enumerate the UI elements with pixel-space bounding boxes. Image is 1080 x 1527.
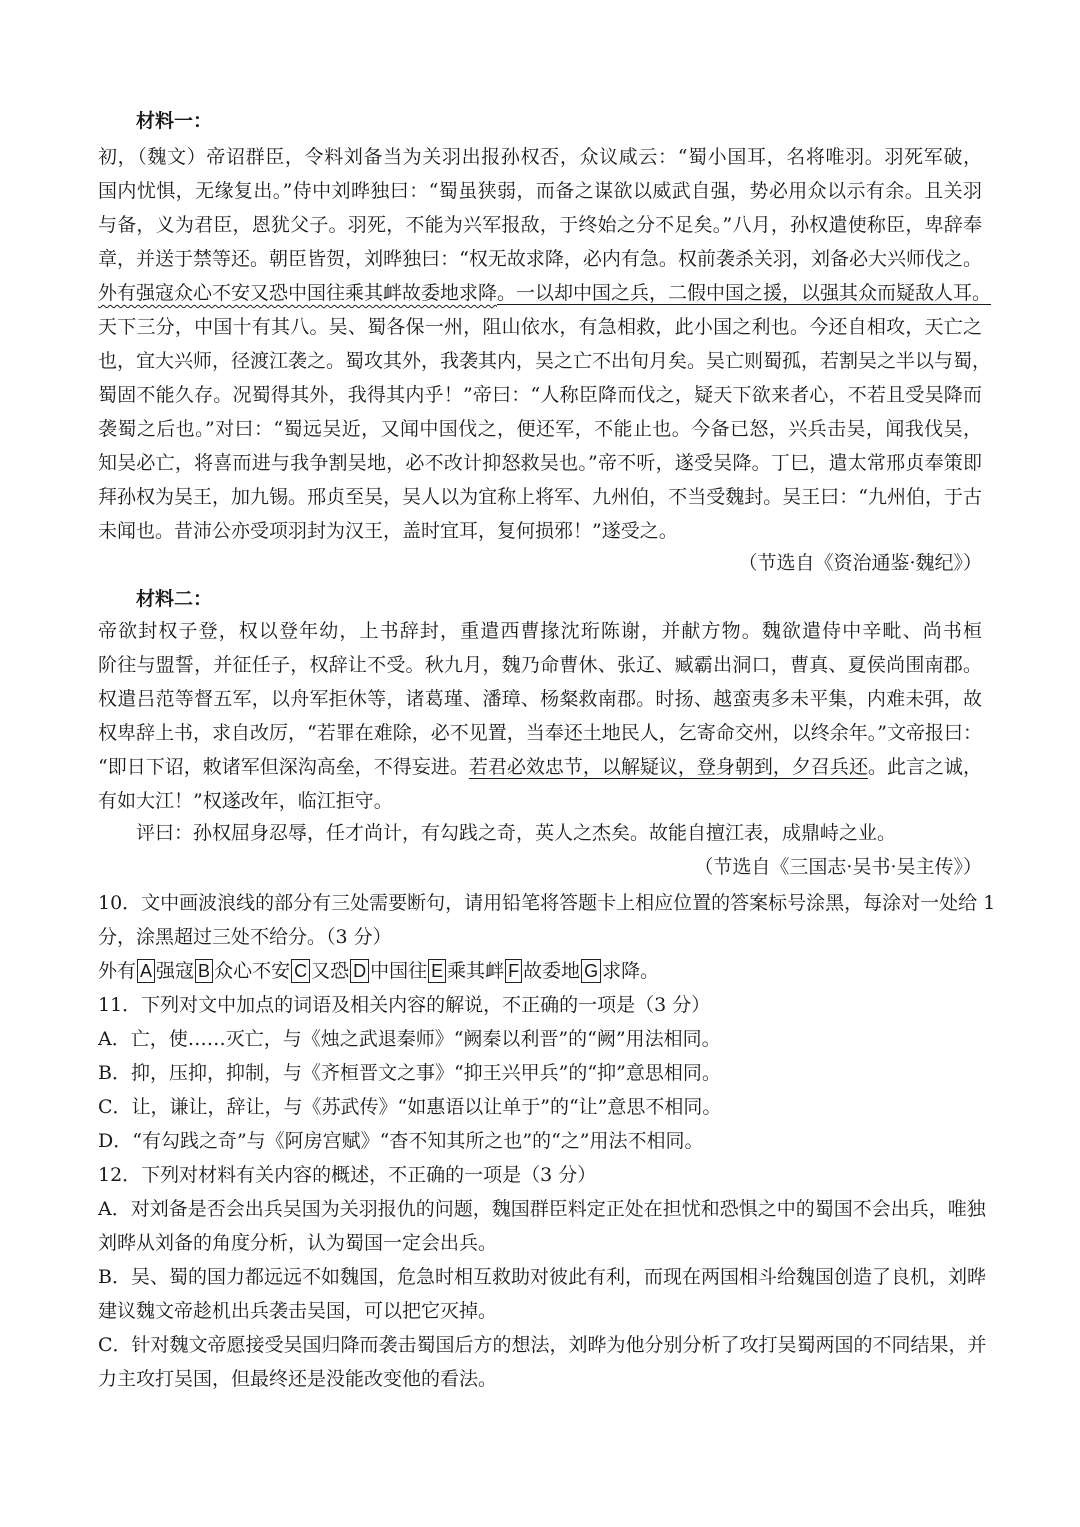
material1-line-10: 知吴必亡，将喜而进与我争割吴地，必不改计抑怒救吴也。”帝不听，遂受吴降。丁巳，遣太常邢贞奉策即 bbox=[98, 452, 982, 474]
material1-line-7: 也，宜大兴师，径渡江袭之。蜀攻其外，我袭其内，吴之亡不出旬月矣。吴亡则蜀孤，若割吴之半以与蜀， bbox=[98, 350, 992, 372]
q11-option-b: B．抑，压抑，抑制，与《齐桓晋文之事》“抑王兴甲兵”的“抑”意思相同。 bbox=[98, 1062, 721, 1084]
q10-prefix: 外有 bbox=[98, 960, 137, 982]
q12-stem: 12．下列对材料有关内容的概述，不正确的一项是（3 分） bbox=[98, 1164, 597, 1186]
wavy-underlined-passage: 外有强寇众心不安又恐中国往乘其衅故委地求降 bbox=[98, 282, 498, 304]
q10-option-a-box[interactable]: A bbox=[137, 959, 155, 983]
material1-line-3: 与备，义为君臣，恩犹父子。羽死，不能为兴军报敌，于终始之分不足矣。”八月，孙权遣使称臣，卑辞奉 bbox=[98, 214, 982, 236]
q11-option-d: D．“有勾践之奇”与《阿房宫赋》“杳不知其所之也”的“之”用法不相同。 bbox=[98, 1130, 704, 1152]
q10-option-a-text: 强寇 bbox=[156, 960, 195, 982]
material1-last-line: 未闻也。昔沛公亦受项羽封为汉王，盖时宜耳，复何损邪！”遂受之。 bbox=[98, 520, 678, 542]
q10-option-g-text: 求降。 bbox=[602, 960, 660, 982]
q10-option-b-box[interactable]: B bbox=[195, 959, 213, 983]
material2-underline-line bbox=[98, 752, 982, 782]
q12-option-c-line-1: C．针对魏文帝愿接受吴国归降而袭击蜀国后方的想法，刘晔为他分别分析了攻打吴蜀两国的不同结果，并 bbox=[98, 1334, 987, 1356]
q11-option-a: A．亡，使……灭亡，与《烛之武退秦师》“阙秦以利晋”的“阙”用法相同。 bbox=[98, 1028, 721, 1050]
material2-line-1: 帝欲封权子登，权以登年幼，上书辞封，重遣西曹掾沈珩陈谢，并献方物。魏欲遣侍中辛毗、尚书桓 bbox=[98, 620, 982, 642]
underlined-passage-2: 若君必效忠节，以解疑议，登身朝到，夕召兵还 bbox=[468, 756, 868, 778]
material2-comment: 评曰：孙权屈身忍辱，任才尚计，有勾践之奇，英人之杰矣。故能自擅江表，成鼎峙之业。 bbox=[136, 822, 897, 844]
q10-option-e-box[interactable]: E bbox=[428, 959, 446, 983]
material1-line-1: 初，（魏文）帝诏群臣，令料刘备当为关羽出报孙权否，众议咸云：“蜀小国耳，名将唯羽。羽死军破， bbox=[98, 146, 982, 168]
material2-source: （节选自《三国志·吴书·吴主传》） bbox=[694, 856, 982, 878]
material1-line-2: 国内忧惧，无缘复出。”侍中刘晔独曰：“蜀虽狭弱，而备之谋欲以威武自强，势必用众以示有余。且关羽 bbox=[98, 180, 982, 202]
underlined-passage-1: 。一以却中国之兵，二假中国之援，以强其众而疑敌人耳。 bbox=[497, 282, 992, 304]
q12-option-a-line-1: A．对刘备是否会出兵吴国为关羽报仇的问题，魏国群臣料定正处在担忧和恐惧之中的蜀国不会出兵，唯独 bbox=[98, 1198, 986, 1220]
q10-option-f-box[interactable]: F bbox=[505, 959, 522, 983]
q10-stem-line-1: 10．文中画波浪线的部分有三处需要断句，请用铅笔将答题卡上相应位置的答案标号涂黑，每涂对一处给 1 bbox=[98, 892, 996, 914]
material1-wavy-line bbox=[98, 278, 992, 308]
material2-line-2: 阶往与盟誓，并征任子，权辞让不受。秋九月，魏乃命曹休、张辽、臧霸出洞口，曹真、夏侯尚围南郡。 bbox=[98, 654, 982, 676]
material1-line-9: 袭蜀之后也。”对曰：“蜀远吴近，又闻中国伐之，便还军，不能止也。今备已怒，兴兵击吴，闻我伐吴， bbox=[98, 418, 982, 440]
q12-option-b-line-1: B．吴、蜀的国力都远远不如魏国，危急时相互救助对彼此有利，而现在两国相斗给魏国创造了良机，刘晔 bbox=[98, 1266, 986, 1288]
material2-line-6: 有如大江！”权遂改年，临江拒守。 bbox=[98, 790, 393, 812]
material2-line-3: 权遣吕范等督五军，以舟军拒休等，诸葛瑾、潘璋、杨粲救南郡。时扬、越蛮夷多未平集，内难未弭，故 bbox=[98, 688, 982, 710]
q12-option-a-line-2: 刘晔从刘备的角度分析，认为蜀国一定会出兵。 bbox=[98, 1232, 498, 1254]
q10-option-d-text: 中国往 bbox=[370, 960, 428, 982]
q10-option-e-text: 乘其衅 bbox=[447, 960, 505, 982]
material2-line-5-start: “即日下诏，敕诸军但深沟高垒，不得妄进。 bbox=[98, 756, 469, 778]
q11-stem: 11．下列对文中加点的词语及相关内容的解说，不正确的一项是（3 分） bbox=[98, 994, 711, 1016]
q12-option-b-line-2: 建议魏文帝趁机出兵袭击吴国，可以把它灭掉。 bbox=[98, 1300, 498, 1322]
material2-line-4: 权卑辞上书，求自改厉，“若罪在难除，必不见置，当奉还土地民人，乞寄命交州，以终余年。”文帝报曰： bbox=[98, 722, 982, 744]
material2-heading: 材料二： bbox=[136, 588, 213, 610]
material1-source: （节选自《资治通鉴·魏纪》） bbox=[738, 552, 982, 574]
q10-option-d-box[interactable]: D bbox=[350, 959, 369, 983]
material1-line-8: 蜀固不能久存。况蜀得其外，我得其内乎！”帝曰：“人称臣降而伐之，疑天下欲来者心，不若且受吴降而 bbox=[98, 384, 982, 406]
material1-line-11: 拜孙权为吴王，加九锡。邢贞至吴，吴人以为宜称上将军、九州伯，不当受魏封。吴王曰：“九州伯，于古 bbox=[98, 486, 982, 508]
q11-option-c: C．让，谦让，辞让，与《苏武传》“如惠语以让单于”的“让”意思不相同。 bbox=[98, 1096, 722, 1118]
q10-option-c-box[interactable]: C bbox=[291, 959, 310, 983]
material1-line-4: 章，并送于禁等还。朝臣皆贺，刘晔独曰：“权无故求降，必内有急。权前袭杀关羽，刘备必大兴师伐之。 bbox=[98, 248, 982, 270]
q10-option-b-text: 众心不安 bbox=[214, 960, 291, 982]
material1-line-6: 天下三分，中国十有其八。吴、蜀各保一州，阻山依水，有急相救，此小国之利也。今还自相攻，天亡之 bbox=[98, 316, 982, 338]
q12-option-c-line-2: 力主攻打吴国，但最终还是没能改变他的看法。 bbox=[98, 1368, 498, 1390]
material1-heading: 材料一： bbox=[136, 110, 213, 132]
material2-line-5-end: 。此言之诚， bbox=[867, 756, 982, 778]
q10-option-f-text: 故委地 bbox=[523, 960, 581, 982]
q10-stem-line-2: 分，涂黑超过三处不给分。（3 分） bbox=[98, 926, 392, 948]
q10-option-c-text: 又恐 bbox=[311, 960, 350, 982]
q10-options bbox=[98, 956, 982, 986]
q10-option-g-box[interactable]: G bbox=[581, 959, 601, 983]
